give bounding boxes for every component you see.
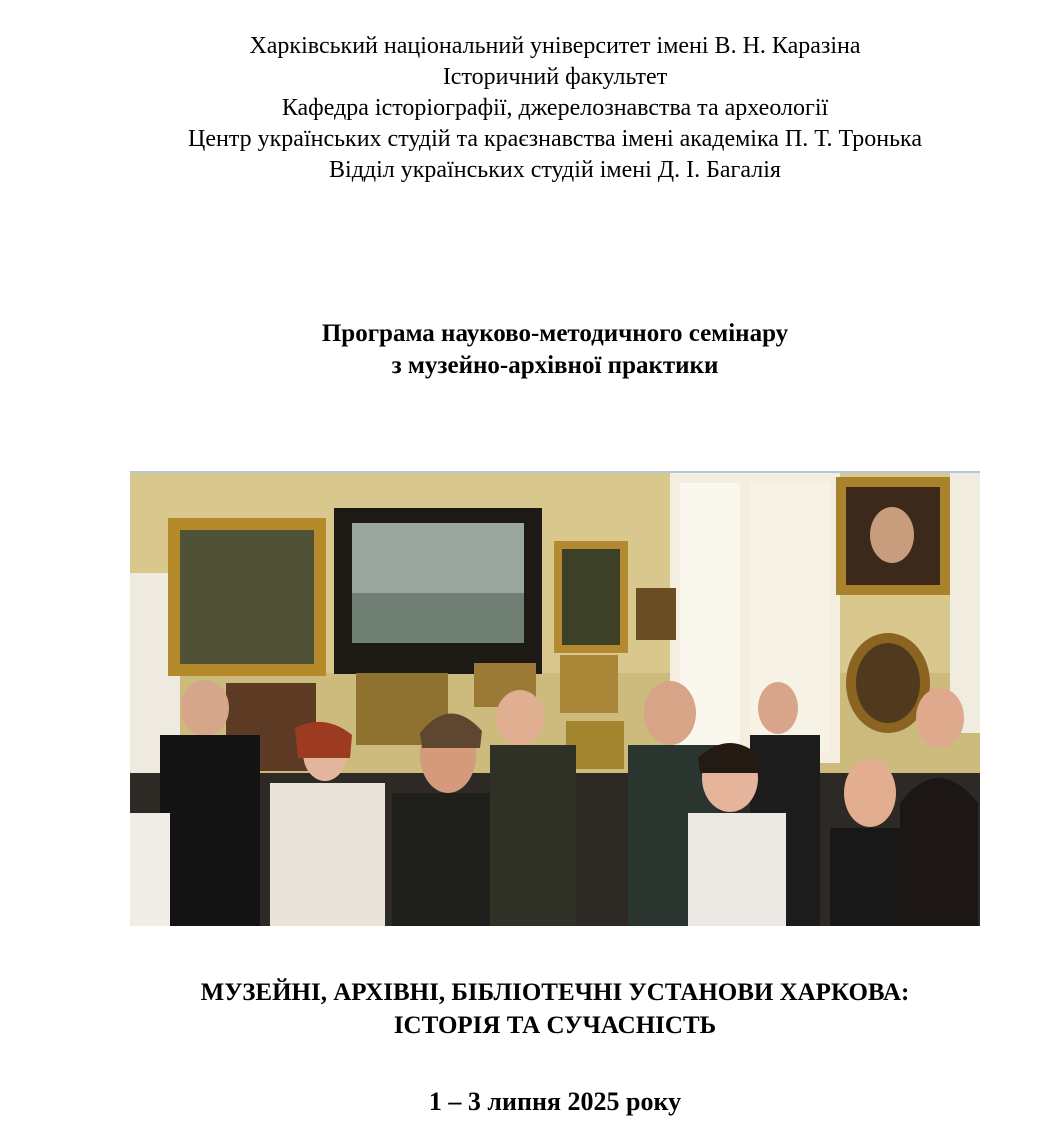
faculty-name: Історичний факультет [442,64,668,90]
center-name: Центр українських студій та краєзнавства імені академіка П. Т. Тронька [188,126,922,152]
seminar-title [0,976,1042,1042]
department-name: Кафедра історіографії, джерелознавства та археології [281,95,829,121]
program-title-line-2: з музейно-архівної практики [391,352,719,379]
division-name: Відділ українських студій імені Д. І. Багалія [329,157,781,183]
program-title [0,318,1042,382]
seminar-title-line-1: МУЗЕЙНІ, АРХІВНІ, БІБЛІОТЕЧНІ УСТАНОВИ ХАРКОВА: [200,979,910,1006]
seminar-date: 1 – 3 липня 2025 року [428,1087,682,1116]
university-name: Харківський національний університет імені В. Н. Каразіна [249,33,861,59]
museum-group-photo [130,471,980,926]
institution-header [0,31,1042,186]
program-title-line-1: Програма науково-методичного семінару [321,320,789,347]
seminar-title-line-2: ІСТОРІЯ ТА СУЧАСНІСТЬ [393,1012,717,1039]
